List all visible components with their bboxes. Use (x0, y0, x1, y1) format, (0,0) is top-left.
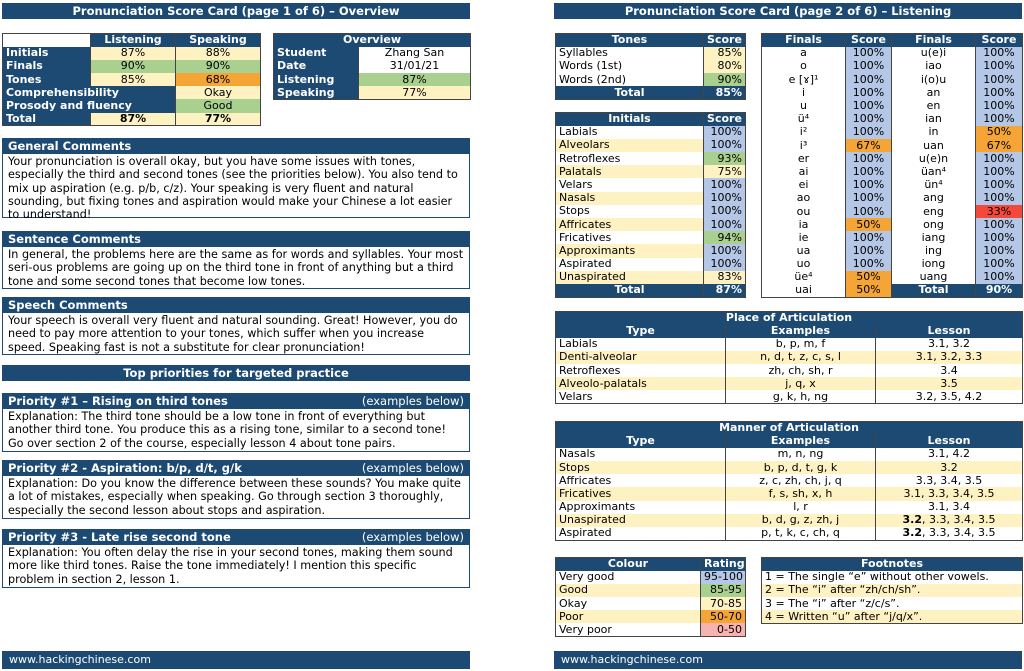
overview-label: Speaking (274, 86, 359, 99)
initials-label: Nasals (556, 192, 704, 205)
sentence-comments-title: Sentence Comments (2, 231, 470, 247)
tones-total: 85% (704, 86, 746, 99)
priority-3-text: Explanation: You often delay the rise in your second tones, making them sound more like third tones. Raise the tone immediately! I mention this specific problem in section 2, lesson 1. (2, 545, 470, 588)
speech-comments-title: Speech Comments (2, 297, 470, 313)
manner-lesson-rest: , 3.3, 3.4, 3.5 (922, 527, 996, 540)
initials-score: 94% (704, 231, 746, 244)
overview-label: Student (274, 47, 359, 60)
priority-2-title-bar (2, 460, 470, 476)
place-lesson: 3.1, 3.2 (876, 338, 1023, 351)
place-row (556, 364, 1023, 377)
initials-score: 100% (704, 244, 746, 257)
manner-lesson: 3.2 (876, 461, 1023, 474)
finals-row (762, 139, 1023, 152)
colour-rating: 70-85 (701, 597, 746, 610)
finals-label: ia (762, 218, 846, 231)
scores-value: 90% (91, 60, 176, 73)
place-lesson: 3.2, 3.5, 4.2 (876, 390, 1023, 403)
scores-table (2, 33, 261, 126)
finals-score: 100% (976, 86, 1023, 99)
speaking-score: 77% (359, 86, 471, 99)
finals-score: 100% (846, 231, 892, 244)
manner-examples: f, s, sh, x, h (726, 487, 876, 500)
finals-row (762, 271, 1023, 284)
place-lesson: 3.5 (876, 377, 1023, 390)
manner-row (556, 514, 1023, 527)
general-comments (2, 138, 470, 222)
footnote: 4 = Written “u” after “j/q/x”. (762, 610, 1023, 623)
finals-label: an (892, 86, 976, 99)
tones-score: 85% (704, 47, 746, 60)
priority-2-note: (examples below) (361, 461, 464, 475)
manner-table (555, 421, 1023, 541)
tones-table (555, 33, 746, 100)
tones-score: 90% (704, 73, 746, 86)
finals-label: i (762, 86, 846, 99)
finals-score: 100% (976, 192, 1023, 205)
priority-3-title: Priority #3 - Late rise second tone (8, 530, 231, 544)
finals-label: ua (762, 245, 846, 258)
priority-2-title: Priority #2 - Aspiration: b/p, d/t, g/k (8, 461, 242, 475)
finals-label: ian (892, 113, 976, 126)
finals-score: 100% (976, 152, 1023, 165)
initials-total-label: Total (556, 284, 704, 297)
rating-header: Rating (701, 558, 746, 571)
tones-label: Words (2nd) (556, 73, 704, 86)
finals-label: iong (892, 258, 976, 271)
finals-label: ao (762, 192, 846, 205)
finals-label: a (762, 47, 846, 60)
finals-label: ü⁴ (762, 113, 846, 126)
finals-label: ing (892, 245, 976, 258)
scores-value: 88% (176, 47, 261, 60)
listening-score: 87% (359, 73, 471, 86)
finals-row (762, 86, 1023, 99)
speech-comments-text: Your speech is overall very fluent and natural sounding. Great! However, you do need to pay more attention to your tones, which suffer when you increase speed. Speaking fast is not a substitute for clear pronunciation! (2, 313, 470, 355)
initials-score: 93% (704, 152, 746, 165)
place-examples: b, p, m, f (726, 338, 876, 351)
page2-footer-link[interactable]: www.hackingchinese.com (554, 651, 1022, 669)
scores-label: Finals (3, 60, 91, 73)
finals-header: Finals (892, 34, 976, 47)
colour-rating: 50-70 (701, 610, 746, 623)
colour-table (555, 557, 746, 637)
manner-row (556, 487, 1023, 500)
initials-score: 100% (704, 258, 746, 271)
finals-label: üan⁴ (892, 165, 976, 178)
finals-score: 50% (846, 271, 892, 284)
finals-score: 100% (976, 271, 1023, 284)
initials-label: Labials (556, 126, 704, 139)
priority-1 (2, 393, 470, 452)
scores-value: Good (176, 99, 261, 112)
manner-type: Stops (556, 461, 726, 474)
finals-score: 100% (846, 99, 892, 112)
finals-row (762, 47, 1023, 60)
finals-score: 100% (846, 179, 892, 192)
colour-label: Poor (556, 610, 701, 623)
colour-label: Very good (556, 571, 701, 584)
priority-1-title: Priority #1 – Rising on third tones (8, 394, 228, 408)
finals-row (762, 284, 1023, 297)
manner-lesson: 3.1, 4.2 (876, 448, 1023, 461)
finals-score: 100% (976, 165, 1023, 178)
finals-score: 100% (976, 113, 1023, 126)
finals-header: Finals (762, 34, 846, 47)
place-type: Labials (556, 338, 726, 351)
manner-type: Affricates (556, 474, 726, 487)
initials-table (555, 112, 746, 298)
finals-row (762, 245, 1023, 258)
finals-label: en (892, 99, 976, 112)
place-header-lesson: Lesson (876, 325, 1023, 338)
manner-header-lesson: Lesson (876, 435, 1023, 448)
finals-label: e [ɤ]¹ (762, 73, 846, 86)
finals-label: uai (762, 284, 846, 297)
manner-row (556, 501, 1023, 514)
initials-label: Stops (556, 205, 704, 218)
manner-examples: p, t, k, c, ch, q (726, 527, 876, 540)
finals-score: 100% (976, 73, 1023, 86)
manner-lesson-primary: 3.2 (902, 527, 923, 540)
finals-score: 100% (846, 47, 892, 60)
finals-label: er (762, 152, 846, 165)
initials-label: Alveolars (556, 139, 704, 152)
manner-type: Approximants (556, 501, 726, 514)
finals-score: 100% (846, 73, 892, 86)
finals-score: 50% (846, 284, 892, 297)
finals-label: ang (892, 192, 976, 205)
place-type: Retroflexes (556, 364, 726, 377)
scores-label: Prosody and fluency (3, 99, 176, 112)
place-examples: g, k, h, ng (726, 390, 876, 403)
sentence-comments (2, 231, 470, 289)
footnote: 2 = The “i” after “zh/ch/sh”. (762, 584, 1023, 597)
manner-examples: m, n, ng (726, 448, 876, 461)
finals-label: in (892, 126, 976, 139)
finals-row (762, 192, 1023, 205)
date-value: 31/01/21 (359, 60, 471, 73)
finals-score: 100% (846, 152, 892, 165)
finals-label: i(o)u (892, 73, 976, 86)
finals-score-header: Score (846, 34, 892, 47)
place-type: Velars (556, 390, 726, 403)
place-row (556, 390, 1023, 403)
place-type: Alveolo-palatals (556, 377, 726, 390)
priority-1-note: (examples below) (361, 394, 464, 408)
finals-row (762, 205, 1023, 218)
priorities-header: Top priorities for targeted practice (2, 365, 470, 381)
finals-score: 50% (976, 126, 1023, 139)
scores-corner (3, 34, 91, 47)
place-row (556, 338, 1023, 351)
manner-type: Fricatives (556, 487, 726, 500)
manner-title: Manner of Articulation (556, 422, 1023, 435)
manner-header-examples: Examples (726, 435, 876, 448)
finals-score: 100% (846, 245, 892, 258)
initials-score: 100% (704, 139, 746, 152)
priority-1-text: Explanation: The third tone should be a low tone in front of everything but another third tone. You produce this as a rising tone, similar to a second tone! Go over section 2 of the course, especially lesson 4 about tone pairs. (2, 409, 470, 452)
initials-score: 75% (704, 165, 746, 178)
initials-score: 83% (704, 271, 746, 284)
manner-examples: l, r (726, 501, 876, 514)
finals-label: iang (892, 231, 976, 244)
finals-label: ei (762, 179, 846, 192)
scores-label: Total (3, 113, 91, 126)
finals-label: u (762, 99, 846, 112)
scores-value: 87% (91, 47, 176, 60)
priority-3 (2, 529, 470, 588)
general-comments-text: Your pronunciation is overall okay, but you have some issues with tones, especially the third and second tones (see the priorities below). You also tend to mix up aspiration (e.g. p/b, c/z). Your speaking is very fluent and natural sounding, but fixing tones and aspiration would make your Chinese a lot easier to understand! (2, 154, 470, 218)
finals-row (762, 231, 1023, 244)
speech-comments (2, 297, 470, 355)
finals-score: 67% (846, 139, 892, 152)
finals-row (762, 218, 1023, 231)
place-title: Place of Articulation (556, 312, 1023, 325)
manner-header-type: Type (556, 435, 726, 448)
finals-row (762, 165, 1023, 178)
place-table (555, 311, 1023, 404)
initials-score: 100% (704, 126, 746, 139)
initials-score-header: Score (704, 113, 746, 126)
finals-score: 67% (976, 139, 1023, 152)
manner-lesson (876, 514, 1023, 527)
colour-rating: 95-100 (701, 571, 746, 584)
overview-label: Listening (274, 73, 359, 86)
tones-label: Words (1st) (556, 60, 704, 73)
colour-label: Good (556, 584, 701, 597)
tones-score-header: Score (704, 34, 746, 47)
scores-value: 85% (91, 73, 176, 86)
manner-examples: z, c, zh, ch, j, q (726, 474, 876, 487)
finals-row (762, 126, 1023, 139)
finals-score: 100% (976, 258, 1023, 271)
finals-table (761, 33, 1023, 298)
footnotes-header: Footnotes (762, 558, 1023, 571)
scores-header-listening: Listening (91, 34, 176, 47)
student-name: Zhang San (359, 47, 471, 60)
manner-examples: b, p, d, t, g, k (726, 461, 876, 474)
finals-score: 100% (976, 99, 1023, 112)
manner-row (556, 448, 1023, 461)
initials-label: Palatals (556, 165, 704, 178)
finals-row (762, 258, 1023, 271)
initials-label: Affricates (556, 218, 704, 231)
tones-score: 80% (704, 60, 746, 73)
manner-row (556, 527, 1023, 540)
priority-1-title-bar (2, 393, 470, 409)
manner-examples: b, d, g, z, zh, j (726, 514, 876, 527)
finals-label: i² (762, 126, 846, 139)
initials-label: Fricatives (556, 231, 704, 244)
finals-score: 100% (976, 47, 1023, 60)
page1-footer-link[interactable]: www.hackingchinese.com (2, 651, 470, 669)
manner-type: Nasals (556, 448, 726, 461)
initials-label: Velars (556, 178, 704, 191)
colour-header: Colour (556, 558, 701, 571)
scores-label: Initials (3, 47, 91, 60)
priority-2-text: Explanation: Do you know the difference between these sounds? You make quite a lot of mistakes, especially when speaking. Go through section 3 thoroughly, especially the second lesson about stops and aspiration. (2, 476, 470, 519)
manner-lesson: 3.3, 3.4, 3.5 (876, 474, 1023, 487)
initials-score: 100% (704, 218, 746, 231)
finals-score: 100% (976, 179, 1023, 192)
manner-type: Unaspirated (556, 514, 726, 527)
finals-label: i³ (762, 139, 846, 152)
priority-3-title-bar (2, 529, 470, 545)
finals-label: ong (892, 218, 976, 231)
priority-2 (2, 460, 470, 519)
finals-score: 100% (846, 192, 892, 205)
initials-score: 100% (704, 178, 746, 191)
scores-header-speaking: Speaking (176, 34, 261, 47)
place-row (556, 351, 1023, 364)
manner-lesson-rest: , 3.3, 3.4, 3.5 (922, 513, 996, 527)
scores-label: Comprehensibility (3, 86, 176, 99)
place-header-type: Type (556, 325, 726, 338)
finals-row (762, 113, 1023, 126)
place-examples: zh, ch, sh, r (726, 364, 876, 377)
finals-label: ie (762, 231, 846, 244)
footnote: 3 = The “i” after “z/c/s”. (762, 597, 1023, 610)
manner-lesson-primary: 3.2 (902, 513, 923, 527)
manner-row (556, 474, 1023, 487)
scores-value: 68% (176, 73, 261, 86)
sentence-comments-text: In general, the problems here are the same as for words and syllables. Your most seri-ous problems are going up on the third tone in front of anything but a third tone and some second tones that become low tones. (2, 247, 470, 289)
finals-label: uan (892, 139, 976, 152)
place-header-examples: Examples (726, 325, 876, 338)
tones-label: Syllables (556, 47, 704, 60)
initials-header: Initials (556, 113, 704, 126)
scores-total: 87% (91, 113, 176, 126)
finals-score: 100% (976, 245, 1023, 258)
finals-total-label: Total (892, 284, 976, 297)
finals-label: eng (892, 205, 976, 218)
scores-label: Tones (3, 73, 91, 86)
finals-label: uang (892, 271, 976, 284)
finals-label: ou (762, 205, 846, 218)
finals-row (762, 179, 1023, 192)
tones-total-label: Total (556, 86, 704, 99)
colour-label: Okay (556, 597, 701, 610)
page1-title: Pronunciation Score Card (page 1 of 6) – Overview (2, 3, 470, 19)
initials-label: Approximants (556, 244, 704, 257)
initials-label: Retroflexes (556, 152, 704, 165)
finals-label: ai (762, 165, 846, 178)
place-examples: j, q, x (726, 377, 876, 390)
finals-score: 100% (846, 258, 892, 271)
finals-score: 100% (976, 231, 1023, 244)
initials-score: 100% (704, 205, 746, 218)
overview-header: Overview (274, 34, 471, 47)
footnote: 1 = The single “e” without other vowels. (762, 571, 1023, 584)
manner-type: Aspirated (556, 527, 726, 540)
finals-score: 100% (846, 165, 892, 178)
scores-value: Okay (176, 86, 261, 99)
scores-total: 77% (176, 113, 261, 126)
manner-lesson (876, 527, 1023, 540)
finals-label: üe⁴ (762, 271, 846, 284)
finals-label: ün⁴ (892, 179, 976, 192)
finals-score: 50% (846, 218, 892, 231)
initials-label: Aspirated (556, 258, 704, 271)
finals-score: 33% (976, 205, 1023, 218)
general-comments-title: General Comments (2, 138, 470, 154)
colour-rating: 85-95 (701, 584, 746, 597)
manner-row (556, 461, 1023, 474)
finals-score: 100% (846, 113, 892, 126)
finals-row (762, 152, 1023, 165)
place-lesson: 3.1, 3.2, 3.3 (876, 351, 1023, 364)
colour-rating: 0-50 (701, 623, 746, 636)
finals-total: 90% (976, 284, 1023, 297)
footnotes-table (761, 557, 1023, 624)
finals-label: u(e)i (892, 47, 976, 60)
finals-score: 100% (846, 126, 892, 139)
finals-label: iao (892, 60, 976, 73)
finals-score: 100% (976, 60, 1023, 73)
initials-label: Unaspirated (556, 271, 704, 284)
place-examples: n, d, t, z, c, s, l (726, 351, 876, 364)
finals-label: u(e)n (892, 152, 976, 165)
finals-score: 100% (846, 86, 892, 99)
overview-table (273, 33, 471, 100)
finals-score: 100% (976, 218, 1023, 231)
finals-score-header: Score (976, 34, 1023, 47)
scores-value: 90% (176, 60, 261, 73)
place-lesson: 3.4 (876, 364, 1023, 377)
initials-total: 87% (704, 284, 746, 297)
colour-label: Very poor (556, 623, 701, 636)
manner-lesson: 3.1, 3.4 (876, 501, 1023, 514)
finals-row (762, 60, 1023, 73)
manner-lesson: 3.1, 3.3, 3.4, 3.5 (876, 487, 1023, 500)
finals-label: o (762, 60, 846, 73)
finals-score: 100% (846, 60, 892, 73)
finals-score: 100% (846, 205, 892, 218)
page2-title: Pronunciation Score Card (page 2 of 6) – Listening (554, 3, 1022, 19)
finals-label: uo (762, 258, 846, 271)
place-type: Denti-alveolar (556, 351, 726, 364)
initials-score: 100% (704, 192, 746, 205)
place-row (556, 377, 1023, 390)
finals-row (762, 73, 1023, 86)
priority-3-note: (examples below) (361, 530, 464, 544)
finals-row (762, 99, 1023, 112)
tones-header: Tones (556, 34, 704, 47)
overview-label: Date (274, 60, 359, 73)
